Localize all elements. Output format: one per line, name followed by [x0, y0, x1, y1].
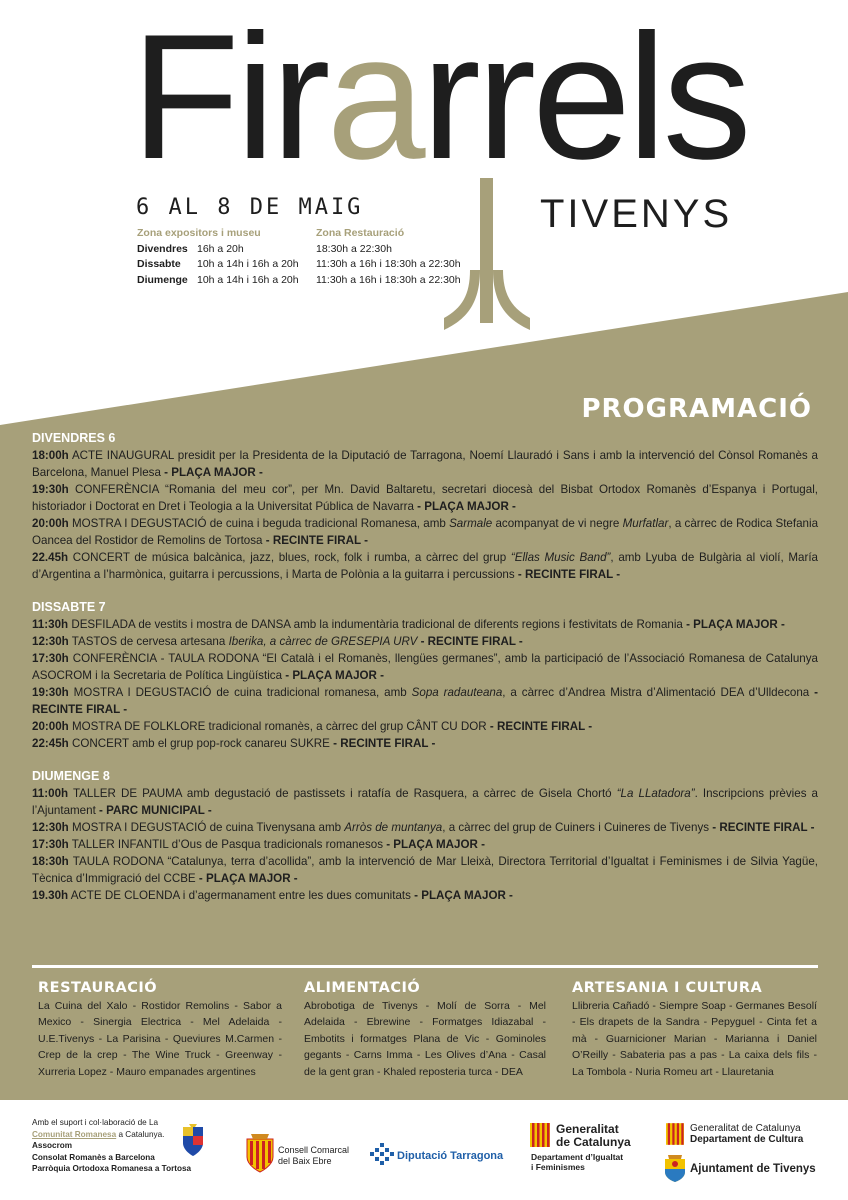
food-zone-label: Zona Restauració: [316, 227, 405, 239]
diputacio-name: Diputació Tarragona: [397, 1150, 504, 1162]
diputacio-logo-icon: [370, 1142, 394, 1166]
town-name: TIVENYS: [540, 192, 733, 236]
tivenys-shield-icon: [664, 1155, 686, 1183]
title-pre: Fir: [131, 0, 327, 196]
consell-comarcal-name: Consell Comarcal del Baix Ebre: [278, 1145, 350, 1166]
event-item: 22:45h CONCERT amb el grup pop-rock canareu SUKRE - RECINTE FIRAL -: [32, 737, 436, 750]
schedule-food: Zona Restauració 18:30h a 22:30h 11:30h a 16h i 18:30h a 22:30h 11:30h a 16h i 18:30h a 22:30h: [316, 227, 461, 286]
schedule-expo: [137, 226, 299, 288]
program-title: PROGRAMACIÓ: [581, 394, 812, 424]
schedule-row: Dissabte 10h a 14h i 16h a 20h: [137, 258, 299, 270]
event-item: 20:00h MOSTRA DE FOLKLORE tradicional romanès, a càrrec del grup CÂNT CU DOR - RECINTE FIRAL -: [32, 720, 593, 733]
column-text: Abrobotiga de Tivenys - Molí de Sorra - Mel Adelaida - Ebrewine - Formatges Idiazabal - Embotits i formatges Plana de Vic - Gominoles gegants - Carns Imma - Les Olives d’Ana - Casal de la gent gran - Khaled reposteria turca - DEA: [304, 999, 546, 1078]
day-heading: DIUMENGE 8: [32, 769, 110, 783]
ajuntament-name: Ajuntament de Tivenys: [690, 1163, 816, 1175]
event-dates: 6 AL 8 DE MAIG: [136, 195, 364, 220]
igualtat-department: Departament d’Igualtat i Feminismes: [531, 1152, 624, 1172]
event-item: 11:30h DESFILADA de vestits i mostra de DANSA amb la indumentària tradicional de diferents regions i festivitats de Romania - PLAÇA MAJOR -: [32, 618, 785, 631]
day-section: [32, 599, 818, 752]
event-item: 19:30h CONFERÈNCIA “Romania del meu cor”, per Mn. David Baltaretu, secretari diocesà del Bisbat Ortodox Romanès d’Espanya i Portugal, historiador i Doctorat en Dret i Teologia a la Universitat Pública de Navarra - PLAÇA MAJOR -: [32, 483, 818, 513]
event-item: 17:30h TALLER INFANTIL d’Ous de Pasqua tradicionals romanesos - PLAÇA MAJOR -: [32, 838, 485, 851]
restauracio-column: [38, 980, 282, 1080]
event-title: [131, 0, 748, 196]
generalitat-flag-icon: [530, 1123, 550, 1147]
support-text: Amb el suport i col·laboració de La Comunitat Romanesa a Catalunya. Assocrom Consolat Romanès a Barcelona Parròquia Ortodoxa Romanesa a Tortosa: [32, 1118, 192, 1173]
day-section: [32, 430, 818, 583]
event-item: 17:30h CONFERÈNCIA - TAULA RODONA “El Català i el Romanès, llengües germanes”, amb la participació de l’Associació Romanesa de Catalunya ASOCROM i la Secretaria de Política Lingüística - PLAÇA MAJOR -: [32, 652, 818, 682]
column-text: La Cuina del Xalo - Rostidor Remolins - Sabor a Mexico - Sinergia Electrica - Mel Adelaida - U.E.Tivenys - La Parisina - Queviures M.Carmen - Crep de la crep - The Wine Truck - Greenway - Xurreria Lopez - Mauro empanades argentines: [38, 999, 282, 1078]
event-item: 18:30h TAULA RODONA “Catalunya, terra d’acollida”, amb la intervenció de Mar Lleixà, Directora Territorial d’Igualtat i Feminismes i de Silvia Yagüe, Tècnica d’Immigració del CCBE - PLAÇA MAJOR -: [32, 855, 818, 885]
event-item: 12:30h TASTOS de cervesa artesana Iberika, a càrrec de GRESEPIA URV - RECINTE FIRAL -: [32, 635, 523, 648]
artesania-column: [572, 980, 817, 1080]
alimentacio-column: [304, 980, 546, 1080]
day-heading: DIVENDRES 6: [32, 431, 116, 445]
title-highlight: a: [326, 0, 422, 196]
generalitat-cultura-flag-icon: [666, 1123, 684, 1145]
column-title: ALIMENTACIÓ: [304, 980, 421, 996]
schedule-row: Divendres 16h a 20h: [137, 242, 244, 255]
event-item: 19:30h MOSTRA I DEGUSTACIÓ de cuina tradicional romanesa, amb Sopa radauteana, a càrrec d’Andrea Mistra d’Alimentació DEA d’Ulldecona - RECINTE FIRAL -: [32, 686, 818, 716]
event-item: 12:30h MOSTRA I DEGUSTACIÓ de cuina Tivenysana amb Arròs de muntanya, a càrrec del grup de Cuiners i Cuineres de Tivenys - RECINTE FIRAL -: [32, 821, 815, 834]
column-text: Llibreria Cañadó - Siempre Soap - Germanes Besolí - Els drapets de la Sandra - Pepyguel - Cinta fet a mà - Guarnicioner Marian - Marianna i Daniel O’Reilly - Sabateria pas a pas - La caixa dels fils - La Tombola - Nuria Romeu art - Llauretania: [572, 999, 817, 1078]
event-item: 22.45h CONCERT de música balcànica, jazz, blues, rock, folk i rumba, a càrrec del grup “Ellas Music Band”, amb Lyuba de Bulgària al violí, María d’Argentina a l’harmònica, guitarra i percussions, i Marta de Polònia a la guitarra i percussions - RECINTE FIRAL -: [32, 551, 818, 581]
day-heading: DISSABTE 7: [32, 600, 106, 614]
event-item: 18:00h ACTE INAUGURAL presidit per la Presidenta de la Diputació de Tarragona, Noemí Llauradó i Sans i amb la intervenció del Cònsol Romanès a Barcelona, Manuel Plesa - PLAÇA MAJOR -: [32, 449, 818, 479]
schedule-row: Diumenge 10h a 14h i 16h a 20h: [137, 273, 299, 286]
program-list: [32, 430, 818, 920]
community-link[interactable]: Comunitat Romanesa: [32, 1129, 117, 1139]
section-divider: [32, 965, 818, 968]
generalitat-name: Generalitat de Catalunya: [556, 1122, 631, 1149]
column-title: RESTAURACIÓ: [38, 980, 158, 996]
event-item: 19.30h ACTE DE CLOENDA i d’agermanament entre les dues comunitats - PLAÇA MAJOR -: [32, 889, 513, 902]
event-item: 11:00h TALLER DE PAUMA amb degustació de pastissets i ratafía de Rasquera, a càrrec de Gisela Chortó “La LLatadora”. Inscripcions prèvies a l’Ajuntament - PARC MUNICIPAL -: [32, 787, 818, 817]
day-section: [32, 768, 818, 904]
expo-zone-label: Zona expositors i museu: [137, 227, 261, 239]
event-item: 20:00h MOSTRA I DEGUSTACIÓ de cuina i beguda tradicional Romanesa, amb Sarmale acompanyat de vi negre Murfatlar, a càrrec de Rodica Stefania Oancea del Rostidor de Remolins de Tortosa - RECINTE FIRAL -: [32, 517, 819, 547]
column-title: ARTESANIA I CULTURA: [572, 980, 763, 996]
cultura-department: Generalitat de Catalunya Departament de Cultura: [690, 1123, 804, 1145]
romania-coat-of-arms-icon: [180, 1123, 206, 1157]
consell-comarcal-shield-icon: [245, 1133, 275, 1173]
title-post: rrels: [421, 0, 748, 196]
